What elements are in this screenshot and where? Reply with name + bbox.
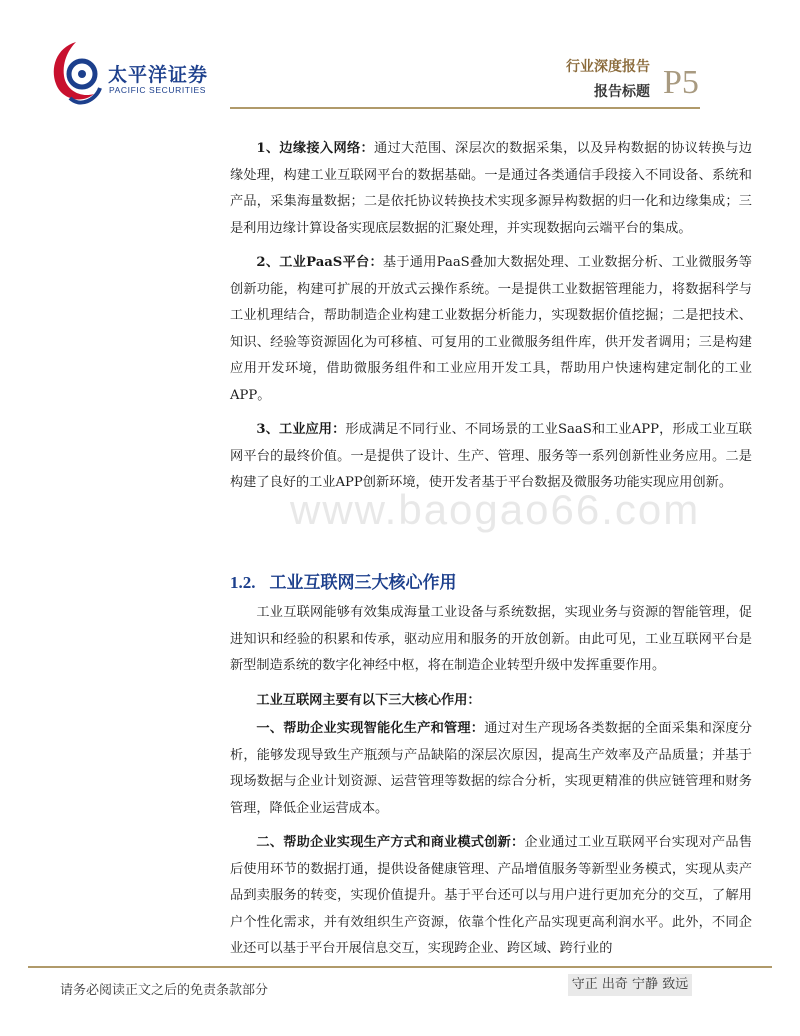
- paragraph-lead: 一、帮助企业实现智能化生产和管理：: [256, 721, 485, 736]
- paragraph-business-model: [230, 830, 752, 963]
- footer-divider: [28, 966, 772, 968]
- header-divider: [230, 107, 700, 109]
- pacific-logo-icon: [46, 38, 106, 108]
- watermark: www.baogao66.com: [290, 486, 701, 533]
- section-number: 1.2.: [230, 573, 256, 592]
- logo-company-english: PACIFIC SECURITIES: [109, 85, 207, 95]
- paragraph-intro: 工业互联网能够有效集成海量工业设备与系统数据，实现业务与资源的智能管理，促进知识和经验的积累和传承，驱动应用和服务的开放创新。由此可见，工业互联网平台是新型制造系统的数字化神经中枢，将在制造企业转型升级中发挥重要作用。: [230, 605, 752, 673]
- footer-motto: 守正 出奇 宁静 致远: [568, 974, 692, 996]
- paragraph-edge-network: [230, 136, 752, 242]
- paragraph-industrial-apps: [230, 417, 752, 497]
- section-title: 工业互联网三大核心作用: [269, 573, 457, 593]
- paragraph-text: 企业通过工业互联网平台实现对产品售后使用环节的数据打通，提供设备健康管理、产品增值服务等新型业务模式，实现从卖产品到卖服务的转变，实现价值提升。基于平台还可以与用户进行更加充分的交互，了解用户个性化需求，并有效组织生产资源，依靠个性化产品实现更高利润水平。此外，不同企业还可以基于平台开展信息交互，实现跨企业、跨区域、跨行业的: [230, 835, 753, 956]
- section-heading: [230, 568, 457, 593]
- report-title: 报告标题: [594, 84, 650, 100]
- paragraph-text: 通过对生产现场各类数据的全面采集和深度分析，能够发现导致生产瓶颈与产品缺陷的深层次原因，提高生产效率及产品质量；并基于现场数据与企业计划资源、运营管理等数据的综合分析，实现更精准的供应链管理和财务管理，降低企业运营成本。: [230, 721, 753, 816]
- body-lower: [230, 600, 752, 971]
- body-upper: [230, 136, 752, 505]
- paragraph-three-roles-lead: 工业互联网主要有以下三大核心作用：: [256, 692, 481, 708]
- paragraph-smart-production: [230, 716, 752, 822]
- company-logo: [46, 38, 226, 108]
- paragraph-text: 基于通用PaaS叠加大数据处理、工业数据分析、工业微服务等创新功能，构建可扩展的开放式云操作系统。一是提供工业数据管理能力，将数据科学与工业机理结合，帮助制造企业构建工业数据分析能力，实现数据价值挖掘；二是把技术、知识、经验等资源固化为可移植、可复用的工业微服务组件库，供开发者调用；三是构建应用开发环境，借助微服务组件和工业应用开发工具，帮助用户快速构建定制化的工业APP。: [230, 255, 752, 403]
- paragraph-text: 形成满足不同行业、不同场景的工业SaaS和工业APP，形成工业互联网平台的最终价值。一是提供了设计、生产、管理、服务等一系列创新性业务应用。二是构建了良好的工业APP创新环境，使开发者基于平台数据及微服务功能实现应用创新。: [230, 422, 752, 490]
- paragraph-paas-platform: [230, 250, 752, 409]
- paragraph-text: 通过大范围、深层次的数据采集，以及异构数据的协议转换与边缘处理，构建工业互联网平台的数据基础。一是通过各类通信手段接入不同设备、系统和产品，采集海量数据；二是依托协议转换技术实现多源异构数据的归一化和边缘集成；三是利用边缘计算设备实现底层数据的汇聚处理，并实现数据向云端平台的集成。: [230, 141, 752, 236]
- paragraph-lead: 二、帮助企业实现生产方式和商业模式创新：: [256, 835, 525, 850]
- paragraph-lead: 2、工业PaaS平台：: [256, 255, 383, 270]
- logo-company-name: 太平洋证券: [108, 64, 209, 86]
- report-type: 行业深度报告: [566, 59, 650, 75]
- paragraph-lead: 3、工业应用：: [256, 422, 346, 437]
- page-number: P5: [663, 64, 699, 101]
- paragraph-lead: 1、边缘接入网络：: [256, 141, 374, 156]
- footer-disclaimer: 请务必阅读正文之后的免责条款部分: [60, 983, 269, 998]
